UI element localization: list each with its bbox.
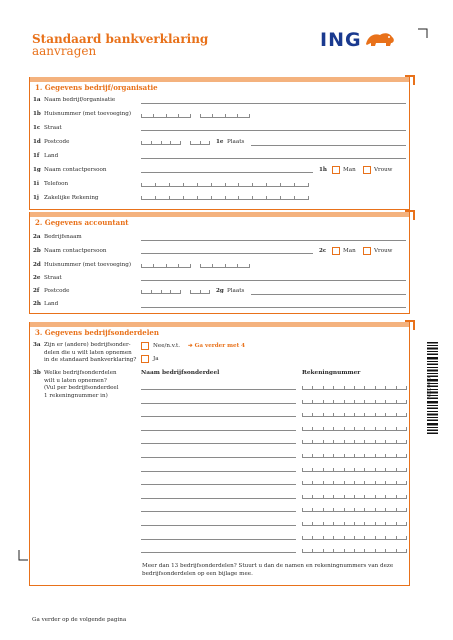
label-2e: 2e Straat — [33, 275, 62, 281]
business-unit-name-field[interactable] — [141, 430, 296, 431]
postcode-digits-field[interactable] — [141, 141, 181, 145]
business-unit-name-field[interactable] — [141, 403, 296, 404]
female-label: Vrouw — [374, 167, 393, 173]
business-unit-name-field[interactable] — [141, 443, 296, 444]
business-unit-account-field[interactable] — [302, 522, 407, 526]
business-unit-account-field[interactable] — [302, 427, 407, 431]
accountant-company-field[interactable] — [141, 240, 406, 241]
yes-units-checkbox[interactable] — [141, 355, 149, 363]
female-label: Vrouw — [374, 248, 393, 254]
section-title: 1. Gegevens bedrijf/organisatie — [35, 83, 158, 92]
business-unit-name-field[interactable] — [141, 389, 296, 390]
label-1c: 1c Straat — [33, 125, 62, 131]
business-unit-name-field[interactable] — [141, 498, 296, 499]
label-1e: 1e Plaats — [216, 139, 245, 145]
no-units-label: Nee/n.v.t. — [153, 343, 181, 349]
section-company-details — [29, 77, 410, 210]
phone-field[interactable] — [141, 183, 309, 187]
no-units-checkbox[interactable] — [141, 342, 149, 350]
accountant-postcode-letters-field[interactable] — [190, 290, 210, 294]
company-name-field[interactable] — [141, 103, 406, 104]
country-field[interactable] — [141, 158, 406, 159]
label-2a: 2a Bedrijfsnaam — [33, 234, 82, 240]
business-unit-account-field[interactable] — [302, 400, 407, 404]
business-unit-account-field[interactable] — [302, 508, 407, 512]
ing-logo — [320, 29, 400, 51]
male-label: Man — [343, 248, 356, 254]
question-3b: 3b Welke bedrijfsonderdelen wilt u laten opnemen? (Vul per bedrijfsonderdeel 1 rekeningnummer in) — [33, 370, 119, 399]
section-corner-tab — [405, 210, 415, 220]
business-unit-name-field[interactable] — [141, 457, 296, 458]
yes-units-label: Ja — [153, 356, 159, 362]
column-header-account: Rekeningnummer — [302, 370, 361, 376]
business-unit-account-field[interactable] — [302, 549, 407, 553]
accountant-female-checkbox[interactable] — [363, 247, 371, 255]
label-2b: 2b Naam contactpersoon — [33, 248, 107, 254]
logo-text: ING — [320, 29, 362, 51]
business-unit-account-field[interactable] — [302, 468, 407, 472]
business-unit-account-field[interactable] — [302, 495, 407, 499]
business-unit-name-field[interactable] — [141, 525, 296, 526]
label-2d: 2d Huisnummer (met toevoeging) — [33, 262, 132, 268]
label-2h: 2h Land — [33, 301, 59, 307]
label-1g: 1g Naam contactpersoon — [33, 167, 107, 173]
section-business-units — [29, 322, 410, 586]
column-header-name: Naam bedrijfsonderdeel — [141, 370, 220, 376]
gender-male-checkbox[interactable] — [332, 166, 340, 174]
crop-mark-top-right — [418, 28, 430, 40]
label-2f: 2f Postcode — [33, 288, 70, 294]
postcode-letters-field[interactable] — [190, 141, 210, 145]
label-1b: 1b Huisnummer (met toevoeging) — [33, 111, 132, 117]
house-number-addition-field[interactable] — [200, 114, 250, 118]
lion-icon — [364, 30, 396, 48]
accountant-postcode-digits-field[interactable] — [141, 290, 181, 294]
business-unit-name-field[interactable] — [141, 484, 296, 485]
accountant-street-field[interactable] — [141, 280, 406, 281]
business-unit-account-field[interactable] — [302, 481, 407, 485]
continue-next-page-text: Ga verder op de volgende pagina — [32, 617, 127, 623]
city-field[interactable] — [251, 145, 406, 146]
section-title: 3. Gegevens bedrijfsonderdelen — [35, 328, 159, 337]
accountant-contact-field[interactable] — [141, 253, 313, 254]
page-title: Standaard bankverklaring — [32, 32, 209, 46]
label-1j: 1j Zakelijke Rekening — [33, 195, 99, 201]
business-unit-account-field[interactable] — [302, 454, 407, 458]
accountant-city-field[interactable] — [251, 294, 406, 295]
barcode-text: ING0000 C6 — [426, 375, 432, 400]
business-unit-account-field[interactable] — [302, 413, 407, 417]
business-account-field[interactable] — [141, 196, 309, 200]
question-3a: 3a Zijn er (andere) bedrijfsonder- delen die u wilt laten opnemen in de standaard bankverklaring? — [33, 342, 137, 363]
page-subtitle: aanvragen — [32, 44, 97, 58]
label-1i: 1i Telefoon — [33, 181, 69, 187]
business-unit-name-field[interactable] — [141, 552, 296, 553]
business-unit-account-field[interactable] — [302, 536, 407, 540]
label-1h: 1h — [319, 167, 327, 173]
accountant-country-field[interactable] — [141, 307, 406, 308]
section-corner-tab — [405, 75, 415, 85]
male-label: Man — [343, 167, 356, 173]
business-unit-name-field[interactable] — [141, 471, 296, 472]
business-unit-name-field[interactable] — [141, 416, 296, 417]
goto-4-hint: ➔ Ga verder met 4 — [188, 343, 246, 349]
label-2c: 2c — [319, 248, 327, 254]
label-2g: 2g Plaats — [216, 288, 245, 294]
house-number-field[interactable] — [141, 114, 191, 118]
accountant-house-addition-field[interactable] — [200, 264, 250, 268]
business-unit-name-field[interactable] — [141, 511, 296, 512]
section-corner-tab — [405, 320, 415, 330]
street-field[interactable] — [141, 130, 406, 131]
accountant-male-checkbox[interactable] — [332, 247, 340, 255]
section-title: 2. Gegevens accountant — [35, 218, 129, 227]
accountant-house-number-field[interactable] — [141, 264, 191, 268]
business-unit-account-field[interactable] — [302, 440, 407, 444]
overflow-note: Meer dan 13 bedrijfsonderdelen? Stuurt u dan de namen en rekeningnummers van deze bedrijfsonderdelen op een bijlage mee. — [142, 563, 394, 577]
label-1f: 1f Land — [33, 153, 59, 159]
business-unit-name-field[interactable] — [141, 539, 296, 540]
label-1d: 1d Postcode — [33, 139, 70, 145]
contact-person-field[interactable] — [141, 172, 313, 173]
label-1a: 1a Naam bedrijf/organisatie — [33, 97, 116, 103]
gender-female-checkbox[interactable] — [363, 166, 371, 174]
section-accountant-details — [29, 212, 410, 314]
business-unit-account-field[interactable] — [302, 386, 407, 390]
